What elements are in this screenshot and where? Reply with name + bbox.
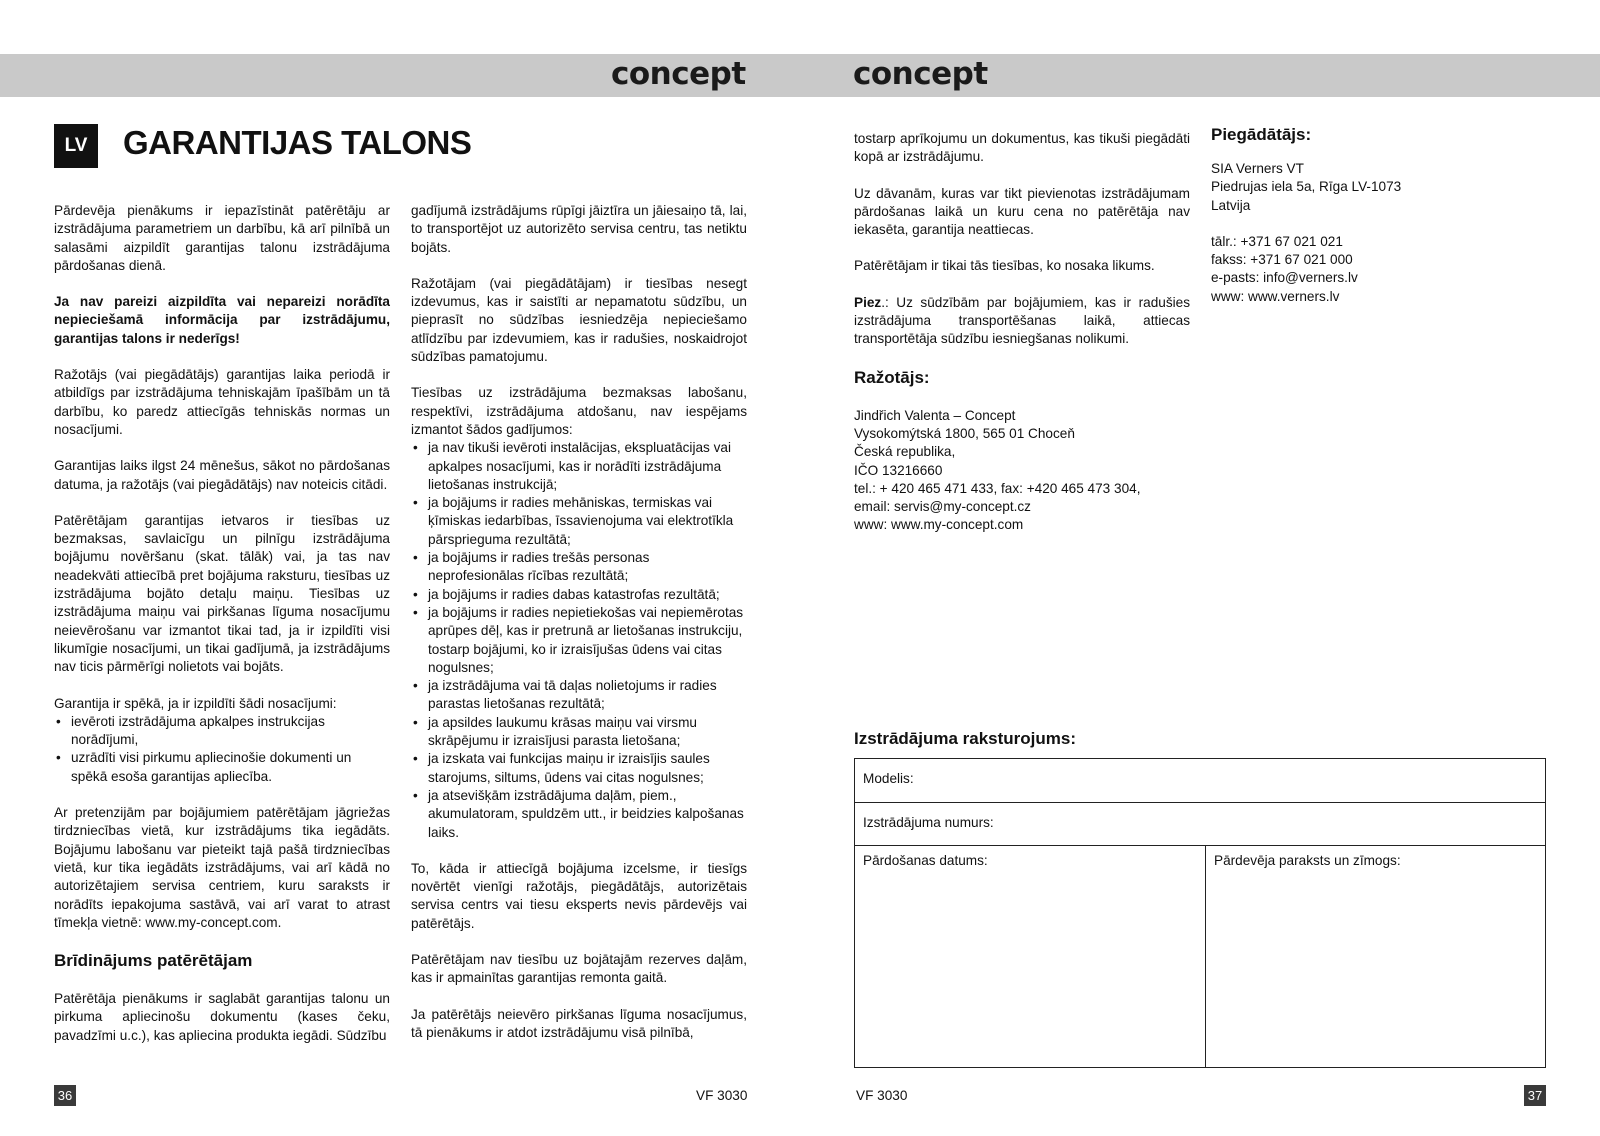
paragraph: Ja patērētājs neievēro pirkšanas līguma nosacījumus, tā pienākums ir atdot izstrādājumu visā pilnībā, (411, 1006, 747, 1040)
list-item: • ja bojājums ir radies mehāniskas, termiskas vai ķīmiskas iedarbības, īssavienojuma vai elektrotīkla pārsprieguma rezultātā; (411, 494, 747, 549)
conditions-list (54, 713, 390, 786)
sale-date-field[interactable] (855, 846, 1206, 1067)
left-column-2 (411, 202, 747, 1060)
seller-signature-label: Pārdevēja paraksts un zīmogs: (1214, 853, 1401, 868)
paragraph: Pārdevēja pienākums ir iepazīstināt patērētāju ar izstrādājuma parametriem un darbību, kā arī pilnībā un salasāmi aizpildīt garantijas talonu izstrādājuma pārdošanas dienā. (54, 203, 390, 273)
paragraph: Tiesības uz izstrādājuma bezmaksas labošanu, respektīvi, izstrādājuma atdošanu, nav iespējams izmantot šādos gadījumos: (411, 385, 747, 437)
list-item: • ja nav tikuši ievēroti instalācijas, ekspluatācijas vai apkalpes nosacījumi, kas ir norādīti izstrādājuma lietošanas instrukcijā; (411, 439, 747, 494)
paragraph: To, kāda ir attiecīgā bojājuma izcelsme, ir tiesīgs novērtēt vienīgi ražotājs, piegādātājs, autorizētais servisa centrs vai tiesu eksperts nevis pārdevējs vai patērētājs. (411, 860, 747, 931)
product-table-title: Izstrādājuma raksturojums: (854, 729, 1077, 748)
paragraph: gadījumā izstrādājums rūpīgi jāiztīra un jāiesaiņo tā, lai, to transportējot uz autorizēto servisa centru, tas netiktu bojāts. (411, 203, 747, 255)
serial-number-label: Izstrādājuma numurs: (863, 815, 994, 830)
address-line: Česká republika, (854, 444, 956, 460)
list-item: • ja izstrādājuma vai tā daļas nolietojums ir radies parastas lietošanas rezultātā; (411, 677, 747, 714)
paragraph: Garantijas laiks ilgst 24 mēnešus, sākot no pārdošanas datuma, ja ražotājs (vai piegādātājs) nav noteicis citādi. (54, 458, 390, 492)
section-heading-warning: Brīdinājums patērētājam (54, 951, 253, 971)
list-item: • ja bojājums ir radies trešās personas neprofesionālas rīcības rezultātā; (411, 549, 747, 586)
section-heading-supplier: Piegādātājs: (1211, 125, 1312, 144)
supplier-contacts (1211, 233, 1541, 306)
list-item: • uzrādīti visi pirkumu apliecinošie dokumenti un spēkā esoša garantijas apliecība. (54, 749, 390, 786)
concept-logo-right: concept (853, 56, 988, 92)
contact-line: www: www.verners.lv (1211, 288, 1340, 304)
contact-line: tālr.: +371 67 021 021 (1211, 233, 1343, 249)
contact-line: fakss: +371 67 021 000 (1211, 252, 1353, 268)
supplier-address (1211, 160, 1541, 215)
list-item: • ja atsevišķām izstrādājuma daļām, piem., akumulatoram, spuldzēm utt., ir beidzies kalpošanas laiks. (411, 787, 747, 842)
page-title: GARANTIJAS TALONS (123, 124, 472, 161)
section-heading-manufacturer: Ražotājs: (854, 367, 930, 387)
right-column-2 (1211, 124, 1541, 306)
list-item: • ja bojājums ir radies nepietiekošas vai nepiemērotas aprūpes dēļ, kas ir pretrunā ar lietošanas instrukciju, tostarp bojājumi, ko ir izraisījušas ūdens vai citas nogulsnes; (411, 604, 747, 677)
note-label: Piez (854, 294, 882, 310)
exclusions-list (411, 439, 747, 842)
product-form-table (854, 758, 1546, 1068)
list-item: • ja izskata vai funkcijas maiņu ir izraisījis saules starojums, siltums, ūdens vai citas nogulsnes; (411, 750, 747, 787)
paragraph: Ražotājam (vai piegādātājam) ir tiesības nesegt izdevumus, kas ir saistīti ar nepamatotu sūdzību, un pieprasīt no sūdzības iesniedzēja nepieciešamo atlīdzību par izdevumiem, kas ir radušies, noskaidrojot sūdzības pamatojumu. (411, 275, 747, 365)
paragraph: Patērētājam ir tikai tās tiesības, ko nosaka likums. (854, 258, 1155, 274)
serial-number-field[interactable] (855, 803, 1545, 846)
note-paragraph (854, 294, 1190, 349)
header-bar (0, 54, 1600, 97)
address-line: Jindřich Valenta – Concept (854, 407, 1016, 423)
concept-logo-left: concept (611, 56, 746, 92)
seller-signature-field[interactable] (1206, 846, 1545, 1067)
address-line: www: www.my-concept.com (854, 517, 1024, 533)
model-footer-right: VF 3030 (856, 1088, 908, 1103)
address-line: tel.: + 420 465 471 433, fax: +420 465 473 304, (854, 480, 1141, 496)
paragraph: Ražotājs (vai piegādātājs) garantijas laika periodā ir atbildīgs par izstrādājuma tehniskajām īpašībām un tā darbību, ko paredz attiecīgās tehniskās normas un nosacījumi. (54, 367, 390, 437)
list-item: • ja bojājums ir radies dabas katastrofas rezultātā; (411, 586, 747, 604)
right-column-1 (854, 130, 1190, 535)
list-item: • ievēroti izstrādājuma apkalpes instrukcijas norādījumi, (54, 713, 390, 750)
paragraph: Ar pretenzijām par bojājumiem patērētājam jāgriežas tirdzniecības vietā, kur izstrādājums tika iegādāts. Bojājumu labošanu var pieteikt tajā pašā tirdzniecības vietā, kur tika iegādāts izstrādājums, vai arī kādā no autorizētajiem servisa centriem, kuru saraksts ir norādīts iepakojuma sastāvā, vai arī varat to atrast tīmekļa vietnē: www.my-concept.com. (54, 805, 390, 930)
address-line: email: servis@my-concept.cz (854, 499, 1031, 515)
address-line: IČO 13216660 (854, 462, 943, 478)
language-badge: LV (54, 124, 98, 168)
left-column-1 (54, 202, 390, 1063)
list-item: • ja apsildes laukumu krāsas maiņu vai virsmu skrāpējumu ir izraisījusi parasta lietošana; (411, 714, 747, 751)
paragraph: Patērētājam nav tiesību uz bojātajām rezerves daļām, kas ir apmainītas garantijas remonta gaitā. (411, 951, 747, 986)
manufacturer-address (854, 407, 1190, 535)
sale-date-label: Pārdošanas datums: (863, 853, 988, 868)
paragraph: Uz dāvanām, kuras var tikt pievienotas izstrādājumam pārdošanas laikā un kuru cena no patērētāja nav iekasēta, garantija neattiecas. (854, 185, 1190, 238)
model-label: Modelis: (863, 771, 914, 786)
paragraph: Garantija ir spēkā, ja ir izpildīti šādi nosacījumi: (54, 695, 337, 711)
model-footer-left: VF 3030 (696, 1088, 748, 1103)
note-text: .: Uz sūdzībām par bojājumiem, kas ir radušies izstrādājuma transportēšanas laikā, attiecas transportētāja sūdzību iesniegšanas nolikumi. (854, 294, 1190, 347)
model-field[interactable] (855, 759, 1545, 803)
contact-line: e-pasts: info@verners.lv (1211, 270, 1358, 286)
warning-paragraph: Ja nav pareizi aizpildīta vai nepareizi norādīta nepieciešamā informācija par izstrādājumu, garantijas talons ir nederīgs! (54, 294, 390, 346)
paragraph: tostarp aprīkojumu un dokumentus, kas tikuši piegādāti kopā ar izstrādājumu. (854, 131, 1190, 165)
address-line: Latvija (1211, 197, 1251, 213)
paragraph: Patērētāja pienākums ir saglabāt garantijas talonu un pirkuma apliecinošu dokumentu (kases čeku, pavadzīmi u.c.), kas apliecina produkta iegādi. Sūdzību (54, 991, 390, 1043)
address-line: SIA Verners VT (1211, 161, 1304, 176)
page-number-right: 37 (1524, 1085, 1546, 1106)
page-number-left: 36 (54, 1085, 76, 1106)
paragraph: Patērētājam garantijas ietvaros ir tiesības uz bezmaksas, savlaicīgu un pilnīgu izstrādājuma bojājumu novēršanu (skat. tālāk) vai, ja tas nav neadekvāti attiecībā pret bojājuma raksturu, tiesības uz izstrādājuma bojāto detaļu maiņu. Tiesības uz izstrādājuma maiņu vai pirkšanas līguma nosacījumu neievērošanu var izmantot tikai tad, ja ir izpildīti visi likumīgie nosacījumi, un tikai gadījumā, ja izstrādājums nav ticis pārmērīgi nolietots vai bojāts. (54, 512, 390, 675)
address-line: Piedrujas iela 5a, Rīga LV-1073 (1211, 179, 1402, 195)
address-line: Vysokomýtská 1800, 565 01 Choceň (854, 425, 1075, 441)
